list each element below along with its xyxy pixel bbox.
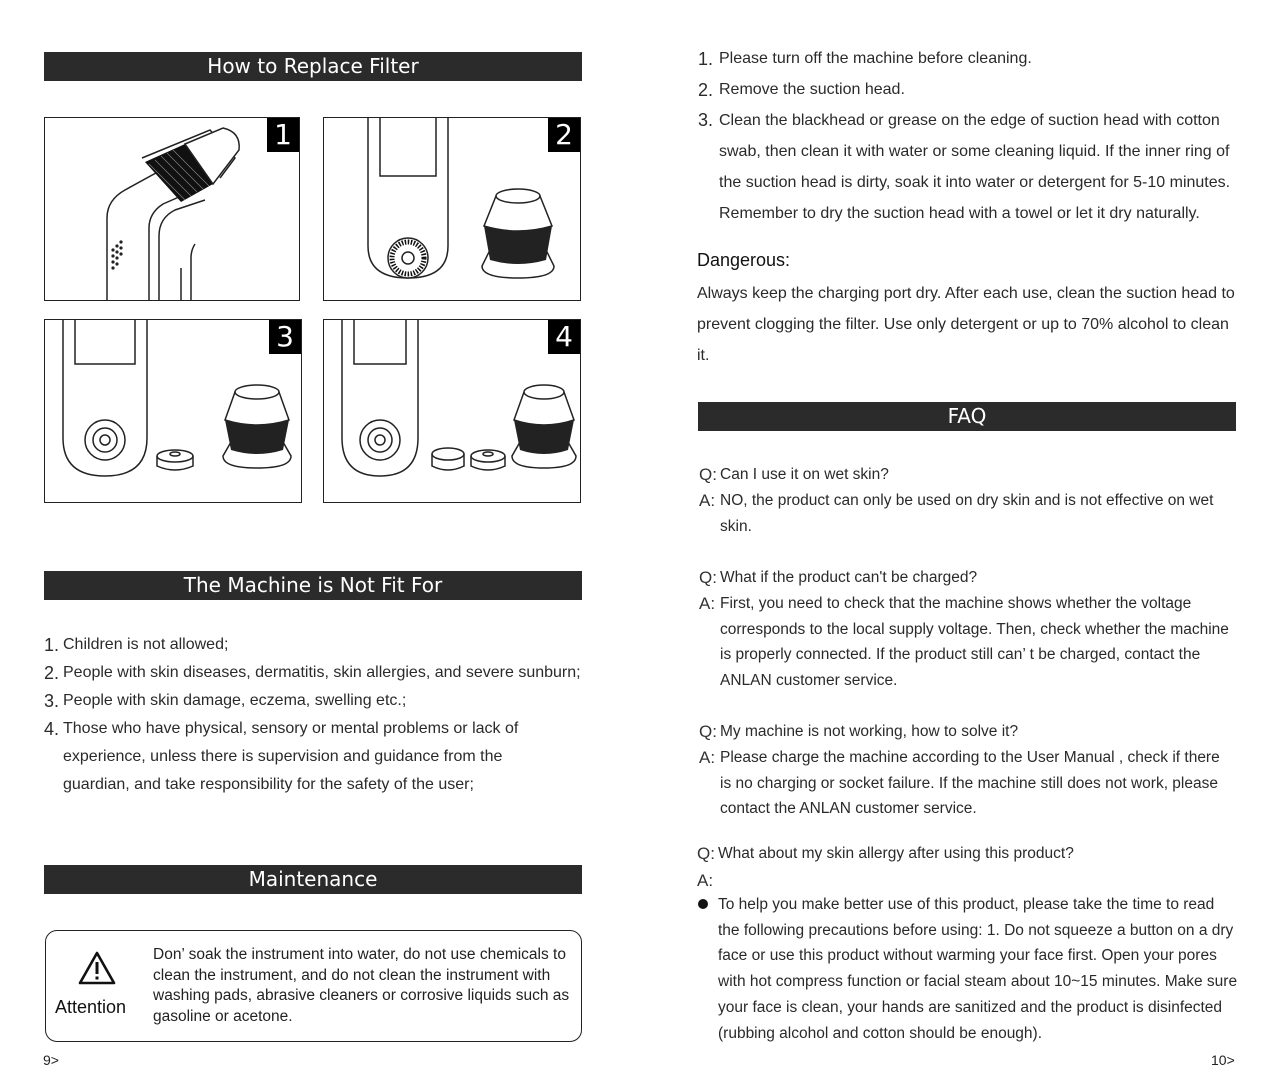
page-number-right: 10>: [1211, 1052, 1235, 1068]
list-text: Children is not allowed;: [63, 636, 229, 653]
list-text: Please turn off the machine before cleaning.: [719, 50, 1032, 67]
bullet-dot: [698, 899, 708, 909]
faq-answer: [699, 591, 1238, 694]
maintenance-title: Maintenance: [44, 865, 582, 894]
question-text: My machine is not working, how to solve it?: [720, 723, 1019, 740]
list-item: [698, 105, 1231, 229]
list-number: 4.: [44, 719, 60, 739]
faq-question: [699, 462, 1240, 488]
list-text: People with skin damage, eczema, swelling etc.;: [63, 692, 407, 709]
list-item: [44, 631, 583, 659]
faq-answer: [699, 488, 1225, 539]
list-text: Those who have physical, sensory or mental problems or lack of experience, unless there is supervision and guidance from the guardian, and take responsibility for the safety of the user;: [63, 720, 519, 793]
a-label: A:: [697, 871, 714, 890]
faq-title: FAQ: [698, 402, 1236, 431]
step-1-illustration: [44, 117, 300, 301]
list-text: Remove the suction head.: [719, 81, 905, 98]
device-with-filter-removed-illustration: [45, 320, 302, 503]
attention-text: Don’ soak the instrument into water, do not use chemicals to clean the instrument, and do not clean the instrument with washing pads, abrasive cleaners or corrosive liquids such as gasoline or acetone.: [153, 946, 570, 1025]
step-3-illustration: [44, 319, 302, 503]
list-number: 2.: [698, 80, 714, 100]
a-label: A:: [699, 748, 716, 767]
q-label: Q:: [699, 722, 717, 741]
answer-text: First, you need to check that the machine shows whether the voltage corresponds to the local supply voltage. Then, check whether the machine is properly connected. If the product still can’ t be charged, contact the ANLAN customer service.: [720, 595, 1229, 690]
dangerous-text: Always keep the charging port dry. After each use, clean the suction head to prevent clogging the filter. Use only detergent or up to 70% alcohol to clean it.: [697, 285, 1235, 364]
question-text: What if the product can't be charged?: [720, 569, 978, 586]
step-4-illustration: [323, 319, 581, 503]
q-label: Q:: [699, 568, 717, 587]
faq-question: [697, 841, 1238, 867]
list-text: Clean the blackhead or grease on the edge of suction head with cotton swab, then clean it with water or some cleaning liquid. If the inner ring of the suction head is dirty, soak it into water or detergent for 5-10 minutes. Remember to dry the suction head with a towel or let it dry naturally.: [719, 112, 1231, 222]
answer-text: NO, the product can only be used on dry skin and is not effective on wet skin.: [720, 492, 1214, 535]
dangerous-heading: Dangerous:: [697, 250, 791, 270]
list-number: 3.: [698, 110, 714, 130]
list-item: [698, 49, 1239, 69]
faq-question: [699, 719, 1240, 745]
attention-label: Attention: [55, 997, 127, 1017]
device-with-new-filter-illustration: [324, 320, 581, 503]
list-number: 1.: [698, 49, 714, 69]
device-front-with-head-illustration: [324, 118, 581, 301]
list-number: 3.: [44, 691, 60, 711]
answer-text: Please charge the machine according to the User Manual , check if there is no charging or socket failure. If the machine still does not work, please contact the ANLAN customer service.: [720, 749, 1220, 818]
a-label: A:: [699, 594, 716, 613]
not-fit-title: The Machine is Not Fit For: [44, 571, 582, 600]
question-text: Can I use it on wet skin?: [720, 466, 889, 483]
step-number-badge: 1: [267, 118, 299, 152]
step-number-badge: 3: [269, 320, 301, 354]
list-number: 2.: [44, 663, 60, 683]
step-number-badge: 2: [548, 118, 580, 152]
device-side-illustration: [45, 118, 300, 301]
faq-question: [699, 565, 1240, 591]
q-label: Q:: [697, 844, 715, 863]
step-2-illustration: [323, 117, 581, 301]
precautions-text: To help you make better use of this product, please take the time to read the following precautions before using: 1. Do not squeeze a button on a dry face or use this product without warming your face first. Open your pores with hot compress function or facial steam about 10~15 minutes. Make sure your face is clean, your hands are sanitized and the product is disinfected (rubbing alcohol and cotton should be enough).: [718, 896, 1238, 1042]
q-label: Q:: [699, 465, 717, 484]
faq-answer: [699, 745, 1235, 822]
attention-box: [45, 930, 582, 1042]
replace-filter-title: How to Replace Filter: [44, 52, 582, 81]
list-item: [44, 715, 568, 799]
list-item: [44, 659, 583, 687]
list-item: [698, 80, 1239, 100]
warning-icon: [78, 951, 116, 985]
page-number-left: 9>: [43, 1052, 59, 1068]
list-number: 1.: [44, 635, 60, 655]
step-number-badge: 4: [548, 320, 580, 354]
a-label: A:: [699, 491, 716, 510]
question-text: What about my skin allergy after using this product?: [718, 845, 1074, 862]
list-item: [44, 687, 583, 715]
list-text: People with skin diseases, dermatitis, skin allergies, and severe sunburn;: [63, 664, 581, 681]
